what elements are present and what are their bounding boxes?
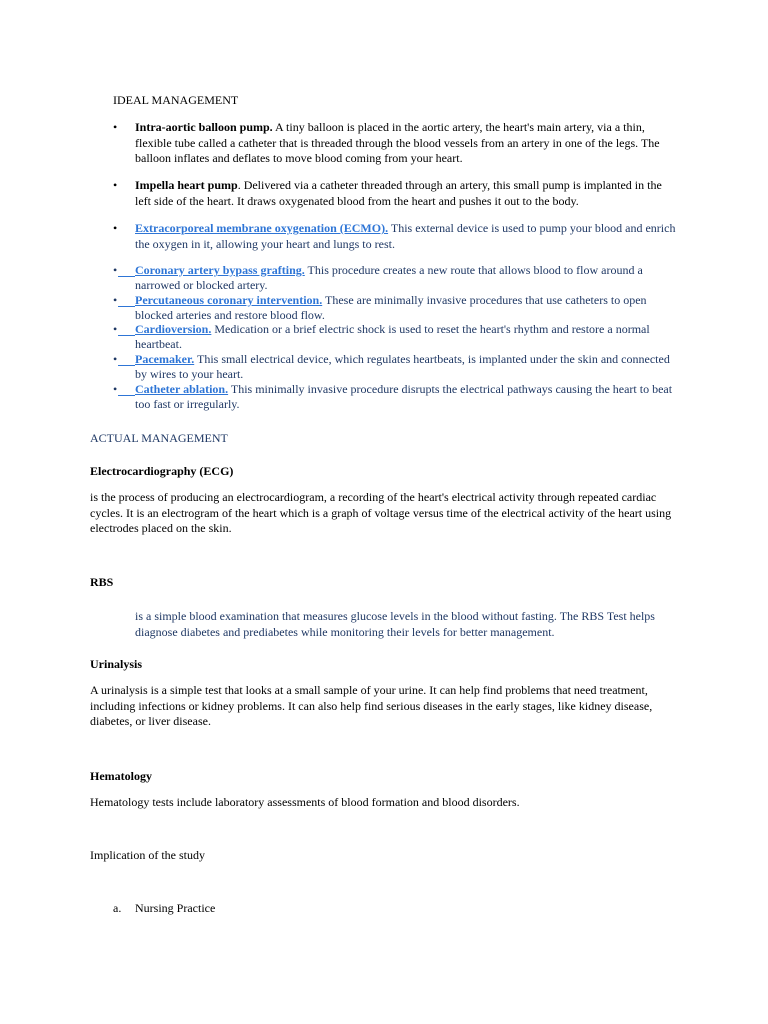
cabg-link[interactable]: Coronary artery bypass grafting. xyxy=(135,263,305,277)
list-item-ablation xyxy=(135,382,680,412)
bullet-marker: • xyxy=(113,221,118,235)
actual-management-heading: ACTUAL MANAGEMENT xyxy=(90,431,228,445)
ablation-link[interactable]: Catheter ablation. xyxy=(135,382,229,396)
list-marker: a. xyxy=(113,901,122,915)
item-term: Intra-aortic balloon pump. xyxy=(135,120,273,134)
ecg-heading: Electrocardiography (ECG) xyxy=(90,464,234,478)
item-term: Impella heart pump xyxy=(135,178,238,192)
item-text: Medication or a brief electric shock is used to reset the heart's rhythm and restore a normal heartbeat. xyxy=(135,322,650,351)
ideal-management-heading: IDEAL MANAGEMENT xyxy=(113,93,239,107)
ecmo-link[interactable]: Extracorporeal membrane oxygenation (ECMO). xyxy=(135,221,389,235)
urinalysis-heading: Urinalysis xyxy=(90,657,143,671)
list-item-impella xyxy=(135,178,680,209)
list-item-cabg xyxy=(135,263,680,293)
bullet-marker: • xyxy=(113,293,118,307)
list-item-pci xyxy=(135,293,680,323)
item-text: These are minimally invasive procedures that use catheters to open blocked arteries and restore blood flow. xyxy=(135,293,647,322)
bullet-marker: • xyxy=(113,352,118,366)
list-item-cardioversion xyxy=(135,322,680,352)
item-text: . Delivered via a catheter threaded through an artery, this small pump is implanted in the left side of the heart. It draws oxygenated blood from the heart and pushes it out to the body. xyxy=(135,178,662,208)
item-text: This small electrical device, which regulates heartbeats, is implanted under the skin and connected by wires to your heart. xyxy=(135,352,670,381)
implication-heading: Implication of the study xyxy=(90,848,205,862)
pacemaker-link[interactable]: Pacemaker. xyxy=(135,352,195,366)
pci-link[interactable]: Percutaneous coronary intervention. xyxy=(135,293,323,307)
bullet-underline xyxy=(118,293,135,307)
item-text: This external device is used to pump your blood and enrich the oxygen in it, allowing your heart and lungs to rest. xyxy=(135,221,676,251)
bullet-marker: • xyxy=(113,263,118,277)
hematology-paragraph: Hematology tests include laboratory assessments of blood formation and blood disorders. xyxy=(90,795,520,809)
rbs-paragraph: is a simple blood examination that measures glucose levels in the blood without fasting. The RBS Test helps diagnose diabetes and prediabetes while monitoring their levels for better management. xyxy=(135,609,655,639)
item-text: This minimally invasive procedure disrupts the electrical pathways causing the heart to beat too fast or irregularly. xyxy=(135,382,673,411)
bullet-marker: • xyxy=(113,178,118,192)
bullet-marker: • xyxy=(113,382,118,396)
urinalysis-paragraph: A urinalysis is a simple test that looks at a small sample of your urine. It can help find problems that need treatment, including infections or kidney problems. It can also help find serious diseases in the early stages, like kidney disease, diabetes, or liver disease. xyxy=(90,683,653,728)
list-item-iabp xyxy=(135,120,680,167)
list-item-pacemaker xyxy=(135,352,680,382)
bullet-marker: • xyxy=(113,120,118,134)
bullet-underline xyxy=(118,382,135,396)
bullet-underline xyxy=(118,352,135,366)
item-text: This procedure creates a new route that allows blood to flow around a narrowed or blocked artery. xyxy=(135,263,643,292)
list-item-ecmo xyxy=(135,221,680,252)
bullet-underline xyxy=(118,263,135,277)
implication-item-label: Nursing Practice xyxy=(135,901,216,915)
ecg-paragraph: is the process of producing an electrocardiogram, a recording of the heart's electrical activity through repeated cardiac cycles. It is an electrogram of the heart which is a graph of voltage versus time of the electrical activity of the heart using electrodes placed on the skin. xyxy=(90,490,672,535)
bullet-underline xyxy=(118,322,135,336)
item-text: A tiny balloon is placed in the aortic artery, the heart's main artery, via a thin, flexible tube called a catheter that is threaded through the blood vessels from an artery in one of the legs. The balloon inflates and deflates to move blood coming from your heart. xyxy=(135,120,660,165)
cardioversion-link[interactable]: Cardioversion. xyxy=(135,322,212,336)
rbs-heading: RBS xyxy=(90,575,114,589)
hematology-heading: Hematology xyxy=(90,769,152,783)
bullet-marker: • xyxy=(113,322,118,336)
